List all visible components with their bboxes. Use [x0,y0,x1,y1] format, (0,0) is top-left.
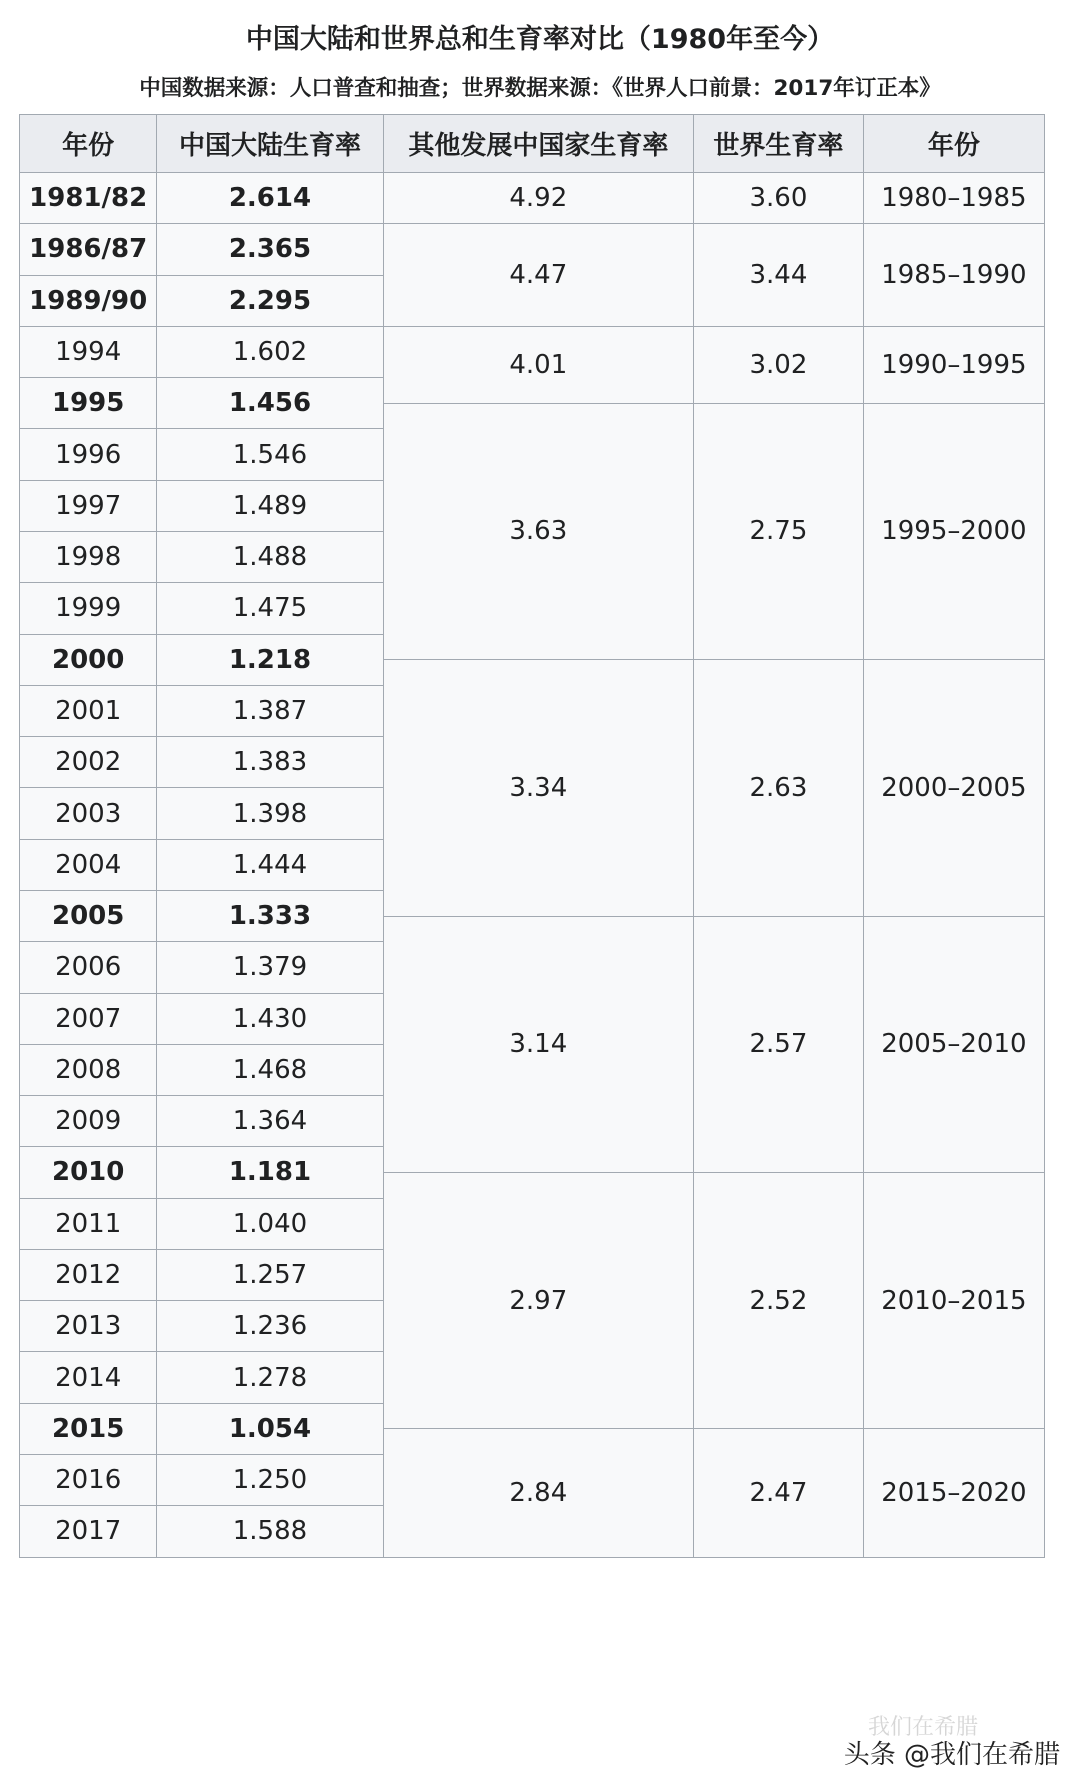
watermark: 头条 @我们在希腊 [843,1740,1060,1770]
header-china-rate: 中国大陆生育率 [157,115,383,173]
world-rate-cell: 2.52 [694,1172,864,1428]
china-rate-cell: 1.054 [157,1403,383,1454]
china-year-cell: 2011 [20,1198,157,1249]
china-rate-cell: 1.383 [157,737,383,788]
china-year-cell: 2008 [20,1044,157,1095]
developing-rate-cell: 4.92 [383,173,694,224]
china-rate-cell: 1.379 [157,942,383,993]
china-rate-cell: 1.488 [157,531,383,582]
fertility-table [19,114,1045,1558]
china-rate-cell: 1.333 [157,890,383,941]
developing-rate-cell: 3.34 [383,660,694,916]
china-rate-cell: 1.489 [157,480,383,531]
header-period: 年份 [863,115,1044,173]
china-year-cell: 1994 [20,326,157,377]
china-rate-cell: 1.546 [157,429,383,480]
developing-rate-cell: 4.01 [383,326,694,403]
china-year-cell: 1998 [20,531,157,582]
period-cell: 2005–2010 [863,916,1044,1172]
china-year-cell: 1989/90 [20,275,157,326]
china-rate-cell: 1.456 [157,378,383,429]
world-rate-cell: 3.02 [694,326,864,403]
china-year-cell: 2014 [20,1352,157,1403]
period-cell: 1980–1985 [863,173,1044,224]
china-rate-cell: 1.236 [157,1301,383,1352]
china-rate-cell: 1.430 [157,993,383,1044]
period-cell: 1985–1990 [863,224,1044,327]
china-year-cell: 2012 [20,1249,157,1300]
developing-rate-cell: 4.47 [383,224,694,327]
china-year-cell: 1986/87 [20,224,157,275]
china-rate-cell: 1.444 [157,839,383,890]
table-row [20,224,1045,250]
world-rate-cell: 2.75 [694,403,864,659]
developing-rate-cell: 3.63 [383,403,694,659]
china-year-cell: 2005 [20,890,157,941]
china-rate-cell: 1.468 [157,1044,383,1095]
china-year-cell: 2004 [20,839,157,890]
china-rate-cell: 1.398 [157,788,383,839]
china-rate-cell: 1.364 [157,1096,383,1147]
period-cell: 1990–1995 [863,326,1044,403]
period-cell: 2000–2005 [863,660,1044,916]
watermark-faint: 我们在希腊 [867,1715,978,1740]
china-year-cell: 2017 [20,1506,157,1557]
china-year-cell: 2002 [20,737,157,788]
china-rate-cell: 2.295 [157,275,383,326]
china-rate-cell: 1.475 [157,583,383,634]
china-year-cell: 2001 [20,685,157,736]
world-rate-cell: 2.47 [694,1429,864,1557]
china-year-cell: 2010 [20,1147,157,1198]
table-row [20,173,1045,199]
china-rate-cell: 1.387 [157,685,383,736]
china-year-cell: 2009 [20,1096,157,1147]
china-rate-cell: 1.278 [157,1352,383,1403]
china-rate-cell: 1.588 [157,1506,383,1557]
china-rate-cell: 1.250 [157,1455,383,1506]
china-year-cell: 1996 [20,429,157,480]
world-rate-cell: 2.57 [694,916,864,1172]
header-developing-rate: 其他发展中国家生育率 [383,115,694,173]
header-year: 年份 [20,115,157,173]
header-world-rate: 世界生育率 [694,115,864,173]
table-row [20,326,1045,352]
table-header-row [20,115,1045,173]
developing-rate-cell: 3.14 [383,916,694,1172]
period-cell: 2015–2020 [863,1429,1044,1557]
china-rate-cell: 1.602 [157,326,383,377]
china-year-cell: 2007 [20,993,157,1044]
china-rate-cell: 2.614 [157,173,383,224]
china-rate-cell: 1.257 [157,1249,383,1300]
china-year-cell: 1999 [20,583,157,634]
china-year-cell: 1995 [20,378,157,429]
china-year-cell: 2013 [20,1301,157,1352]
page-subtitle: 中国数据来源：人口普查和抽查；世界数据来源：《世界人口前景：2017年订正本》 [139,76,941,101]
china-rate-cell: 2.365 [157,224,383,275]
china-year-cell: 1981/82 [20,173,157,224]
china-rate-cell: 1.040 [157,1198,383,1249]
china-rate-cell: 1.181 [157,1147,383,1198]
china-year-cell: 2000 [20,634,157,685]
china-rate-cell: 1.218 [157,634,383,685]
china-year-cell: 2006 [20,942,157,993]
world-rate-cell: 2.63 [694,660,864,916]
world-rate-cell: 3.60 [694,173,864,224]
china-year-cell: 2016 [20,1455,157,1506]
page-title: 中国大陆和世界总和生育率对比（1980年至今） [245,24,835,55]
period-cell: 2010–2015 [863,1172,1044,1428]
period-cell: 1995–2000 [863,403,1044,659]
china-year-cell: 2015 [20,1403,157,1454]
china-year-cell: 2003 [20,788,157,839]
china-year-cell: 1997 [20,480,157,531]
developing-rate-cell: 2.84 [383,1429,694,1557]
developing-rate-cell: 2.97 [383,1172,694,1428]
world-rate-cell: 3.44 [694,224,864,327]
